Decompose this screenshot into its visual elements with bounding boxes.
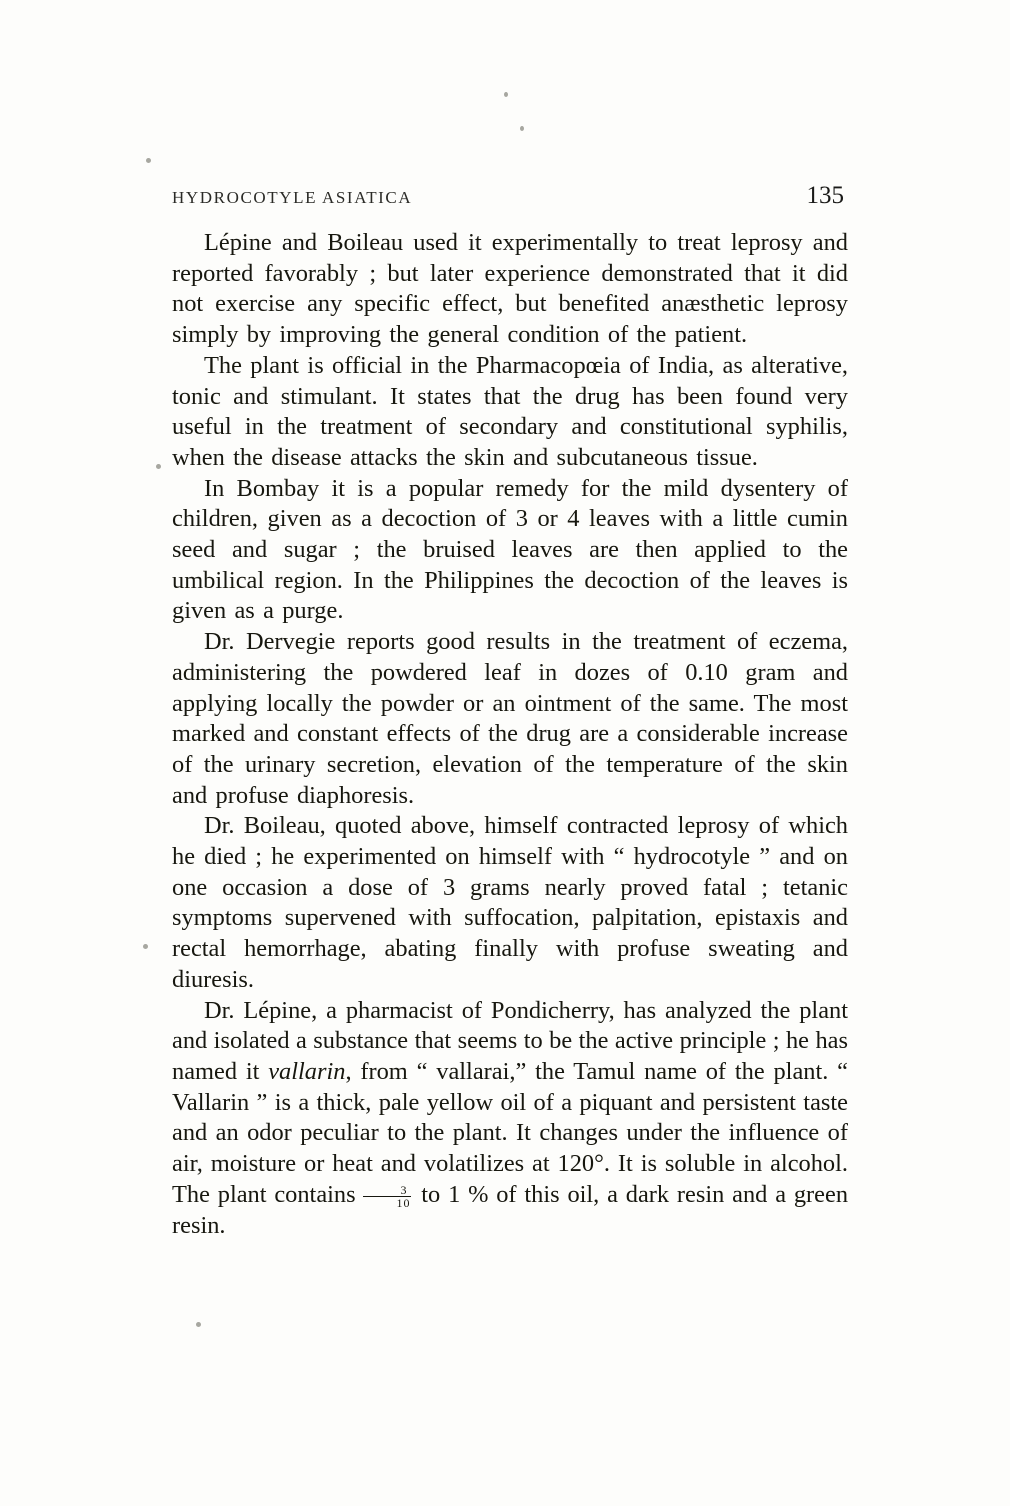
paragraph: In Bombay it is a popular remedy for the mild dysentery of children, given as a decoction of 3 or 4 leaves with a little cumin seed and sugar ; the bruised leaves are then applied to the umbilical region. In the Philippines the decoction of the leaves is given as a purge. [172,474,848,625]
paragraph-text-part2: , from “ vallarai,” the Tamul name of the plant. “ Vallarin ” is a thick, pale yellow oil of a piquant and persistent taste and an odor peculiar to the plant. It changes under the influence of air, moisture or heat and volatilizes at 120°. It is soluble in alcohol. The plant contains [172,1057,848,1208]
fraction-denominator: 10 [396,1196,411,1211]
running-head-title: HYDROCOTYLE ASIATICA [172,188,413,207]
page-body [172,228,848,1241]
paragraph: Lépine and Boileau used it experimentally to treat leprosy and reported favorably ; but later experience demonstrated that it did not exercise any specific effect, but benefited anæsthetic leprosy simply by improving the general condition of the patient. [172,229,848,349]
paragraph-text-part3: to 1 % of this oil, a dark resin and a green resin. [172,1180,849,1239]
paragraph: The plant is official in the Pharmacopœia of India, as alterative, tonic and stimulant. It states that the drug has been found very useful in the treatment of secondary and constitutional syphilis, when the disease attacks the skin and subcutaneous tissue. [172,351,848,471]
scan-speck [520,126,524,131]
paragraph: Dr. Dervegie reports good results in the treatment of eczema, administering the powdered leaf in dozes of 0.10 gram and applying locally the powder or an ointment of the same. The most marked and constant effects of the drug are a considerable increase of the urinary secretion, elevation of the temperature of the skin and profuse diaphoresis. [172,628,848,809]
paragraph-vallarin [172,996,848,1242]
scan-speck [196,1322,201,1327]
scan-speck [156,464,161,469]
running-head [172,182,844,210]
paragraph: Dr. Boileau, quoted above, himself contracted leprosy of which he died ; he experimented on himself with “ hydrocotyle ” and on one occasion a dose of 3 grams nearly proved fatal ; tetanic symptoms supervened with suffocation, palpitation, epistaxis and rectal hemorrhage, abating finally with profuse sweating and diuresis. [172,812,848,993]
paragraph-text-part1: Dr. Lépine, a pharmacist of Pondicherry, has analyzed the plant and isolated a substance that seems to be the active principle ; he has named it [172,996,848,1085]
page-number: 135 [806,182,844,209]
scan-speck [143,944,148,949]
italic-term-vallarin: vallarin [268,1057,346,1085]
fraction-numerator: 3 [363,1184,411,1197]
fraction-three-tenths [363,1184,411,1209]
scan-speck [146,158,151,163]
scan-speck [504,92,508,97]
